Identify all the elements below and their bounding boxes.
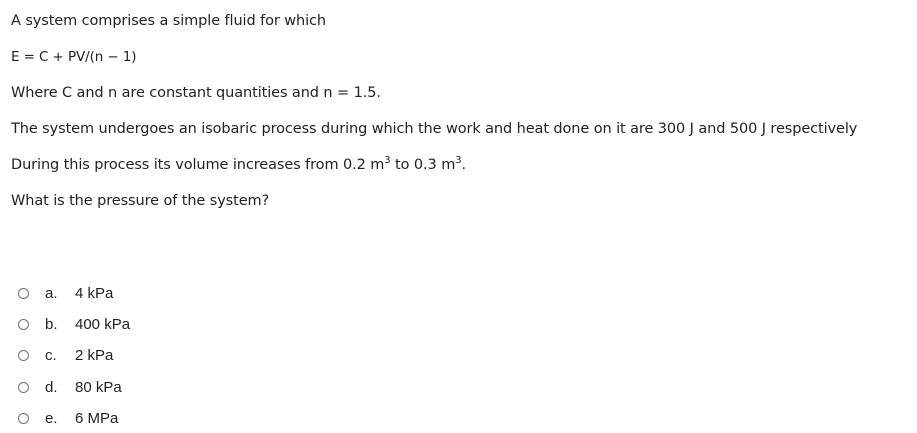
answer-label: 400 kPa [75,315,131,333]
question-line-intro: A system comprises a simple fluid for which [11,13,326,29]
answer-option-b[interactable] [18,313,218,335]
radio-icon[interactable] [18,350,29,361]
answer-letter: b. [45,315,58,333]
question-line-constants: Where C and n are constant quantities and n = 1.5. [11,85,381,101]
answer-option-d[interactable] [18,376,218,398]
answer-label: 2 kPa [75,346,114,364]
volume-exponent-1: 3 [384,155,391,167]
answer-letter: a. [45,284,58,302]
radio-icon[interactable] [18,382,29,393]
question-prompt: What is the pressure of the system? [11,193,270,209]
radio-icon[interactable] [18,319,29,330]
answer-letter: d. [45,378,58,396]
radio-icon[interactable] [18,413,29,424]
answer-option-a[interactable] [18,282,218,304]
question-line-process: The system undergoes an isobaric process during which the work and heat done on it are 300 J and 500 J respectively [11,121,858,137]
question-line-volume [11,155,466,175]
volume-exponent-2: 3 [455,155,462,167]
answer-option-c[interactable] [18,344,218,366]
radio-icon[interactable] [18,288,29,299]
answer-option-e[interactable] [18,407,218,429]
answer-letter: e. [45,409,58,427]
answer-label: 6 MPa [75,409,119,427]
answer-label: 80 kPa [75,378,122,396]
answer-label: 4 kPa [75,284,114,302]
answer-letter: c. [45,346,57,364]
volume-text-end: . [461,157,466,173]
volume-text-middle: to 0.3 m [390,157,456,173]
question-formula: E = C + PV/(n − 1) [11,49,137,65]
volume-text-start: During this process its volume increases from 0.2 m [11,157,385,173]
